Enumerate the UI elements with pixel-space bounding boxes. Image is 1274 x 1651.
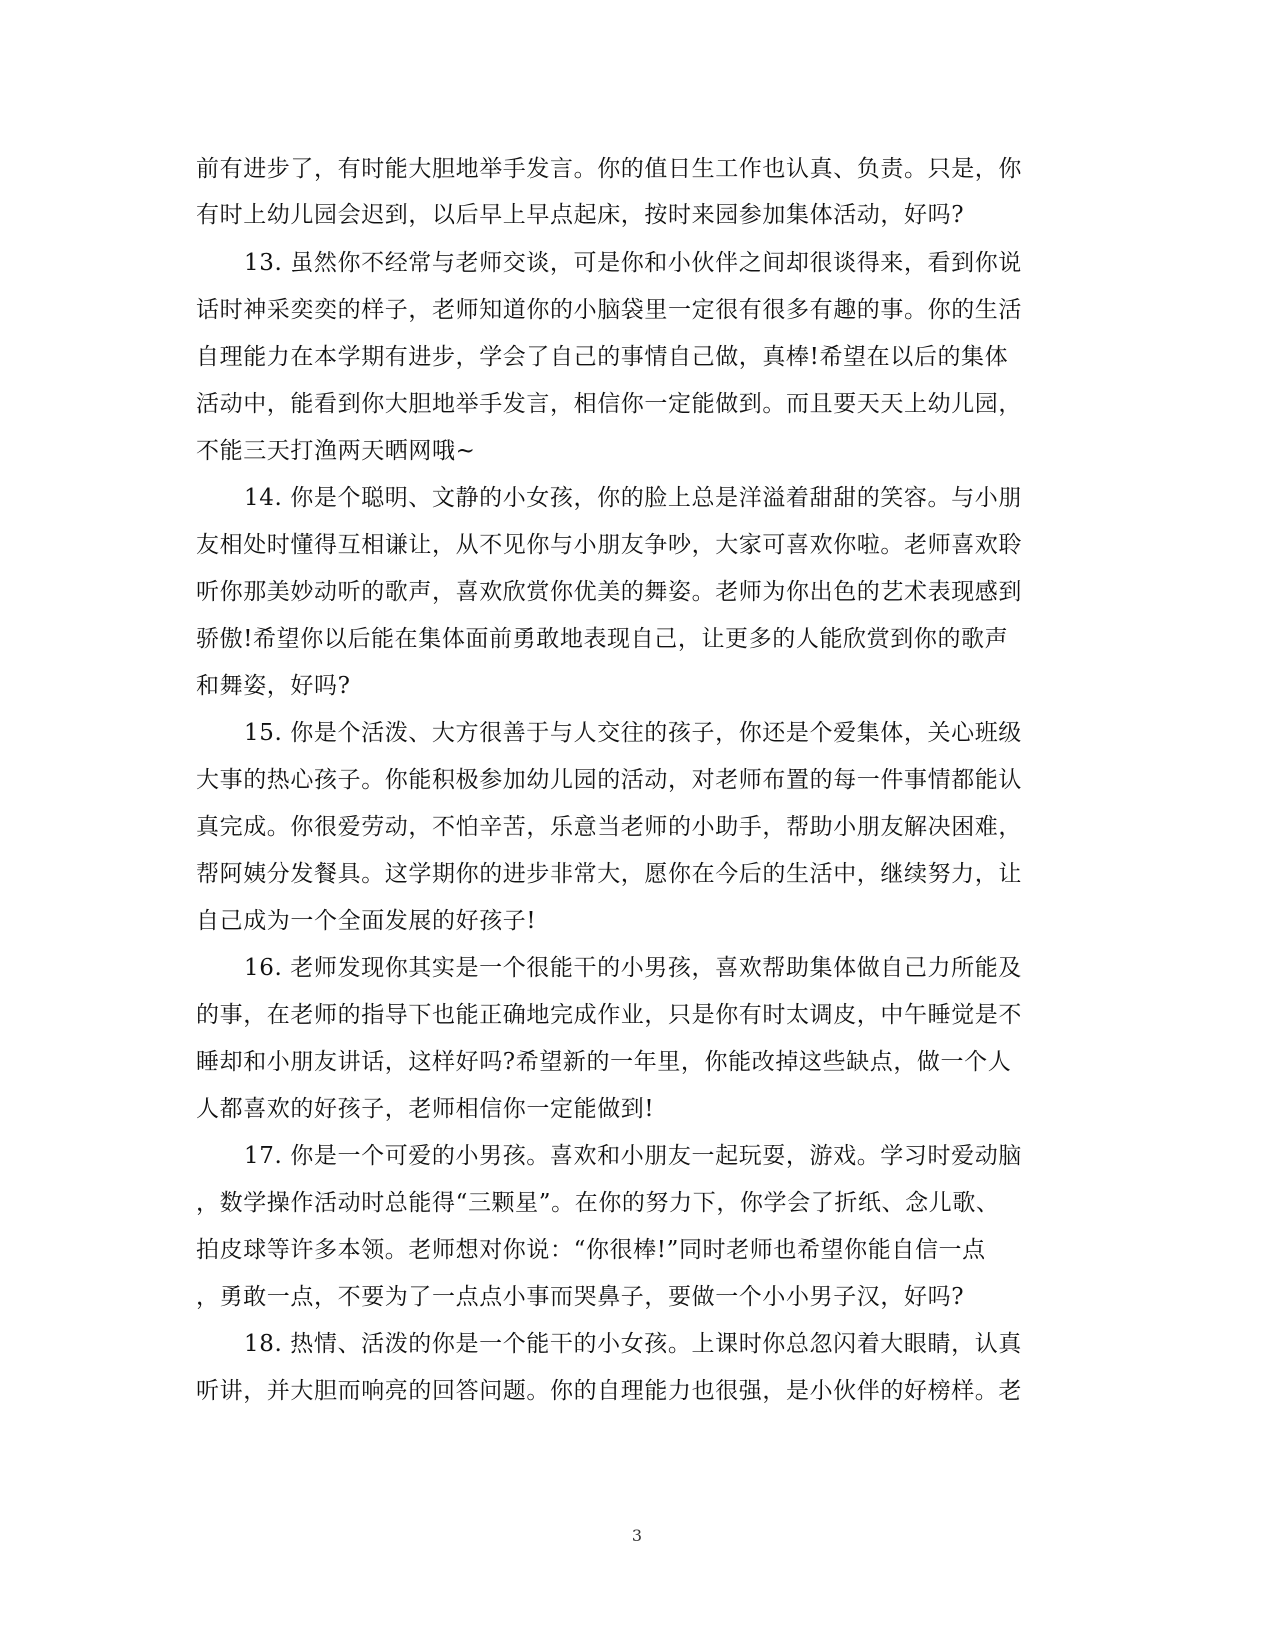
text-line: 真完成。你很爱劳动，不怕辛苦，乐意当老师的小助手，帮助小朋友解决困难， <box>196 814 1022 840</box>
paragraph-18-start: 18. 热情、活泼的你是一个能干的小女孩。上课时你总忽闪着大眼睛，认真 <box>244 1331 1022 1357</box>
text-line: 帮阿姨分发餐具。这学期你的进步非常大，愿你在今后的生活中，继续努力，让 <box>196 861 1022 887</box>
paragraph-17-start: 17. 你是一个可爱的小男孩。喜欢和小朋友一起玩耍，游戏。学习时爱动脑 <box>244 1143 1022 1169</box>
text-line: 前有进步了，有时能大胆地举手发言。你的值日生工作也认真、负责。只是，你 <box>196 156 1022 182</box>
text-line: 自理能力在本学期有进步，学会了自己的事情自己做，真棒!希望在以后的集体 <box>196 344 1009 370</box>
text-line: 有时上幼儿园会迟到，以后早上早点起床，按时来园参加集体活动，好吗? <box>196 202 965 228</box>
text-line: 的事，在老师的指导下也能正确地完成作业，只是你有时太调皮，中午睡觉是不 <box>196 1002 1022 1028</box>
text-line: 拍皮球等许多本领。老师想对你说：“你很棒!”同时老师也希望你能自信一点 <box>196 1237 986 1263</box>
text-line: 骄傲!希望你以后能在集体面前勇敢地表现自己，让更多的人能欣赏到你的歌声 <box>196 626 1009 652</box>
text-line: ，数学操作活动时总能得“三颗星”。在你的努力下，你学会了折纸、念儿歌、 <box>196 1190 1000 1216</box>
paragraph-13-start: 13. 虽然你不经常与老师交谈，可是你和小伙伴之间却很谈得来，看到你说 <box>244 250 1022 276</box>
text-line: ，勇敢一点，不要为了一点点小事而哭鼻子，要做一个小小男子汉，好吗? <box>196 1284 965 1310</box>
paragraph-15-start: 15. 你是个活泼、大方很善于与人交往的孩子，你还是个爱集体，关心班级 <box>244 720 1022 746</box>
text-line: 听你那美妙动听的歌声，喜欢欣赏你优美的舞姿。老师为你出色的艺术表现感到 <box>196 579 1022 605</box>
text-line: 人都喜欢的好孩子，老师相信你一定能做到! <box>196 1096 655 1122</box>
text-line: 不能三天打渔两天晒网哦~ <box>196 438 476 464</box>
text-line: 自己成为一个全面发展的好孩子! <box>196 908 537 934</box>
text-line: 活动中，能看到你大胆地举手发言，相信你一定能做到。而且要天天上幼儿园， <box>196 391 1022 417</box>
paragraph-14-start: 14. 你是个聪明、文静的小女孩，你的脸上总是洋溢着甜甜的笑容。与小朋 <box>244 485 1022 511</box>
text-line: 睡却和小朋友讲话，这样好吗?希望新的一年里，你能改掉这些缺点，做一个人 <box>196 1049 1012 1075</box>
text-line: 话时神采奕奕的样子，老师知道你的小脑袋里一定很有很多有趣的事。你的生活 <box>196 297 1022 323</box>
paragraph-16-start: 16. 老师发现你其实是一个很能干的小男孩，喜欢帮助集体做自己力所能及 <box>244 955 1022 981</box>
text-line: 听讲，并大胆而响亮的回答问题。你的自理能力也很强，是小伙伴的好榜样。老 <box>196 1378 1022 1404</box>
text-line: 和舞姿，好吗? <box>196 673 351 699</box>
text-line: 友相处时懂得互相谦让，从不见你与小朋友争吵，大家可喜欢你啦。老师喜欢聆 <box>196 532 1022 558</box>
text-line: 大事的热心孩子。你能积极参加幼儿园的活动，对老师布置的每一件事情都能认 <box>196 767 1022 793</box>
page-number: 3 <box>631 1526 643 1545</box>
